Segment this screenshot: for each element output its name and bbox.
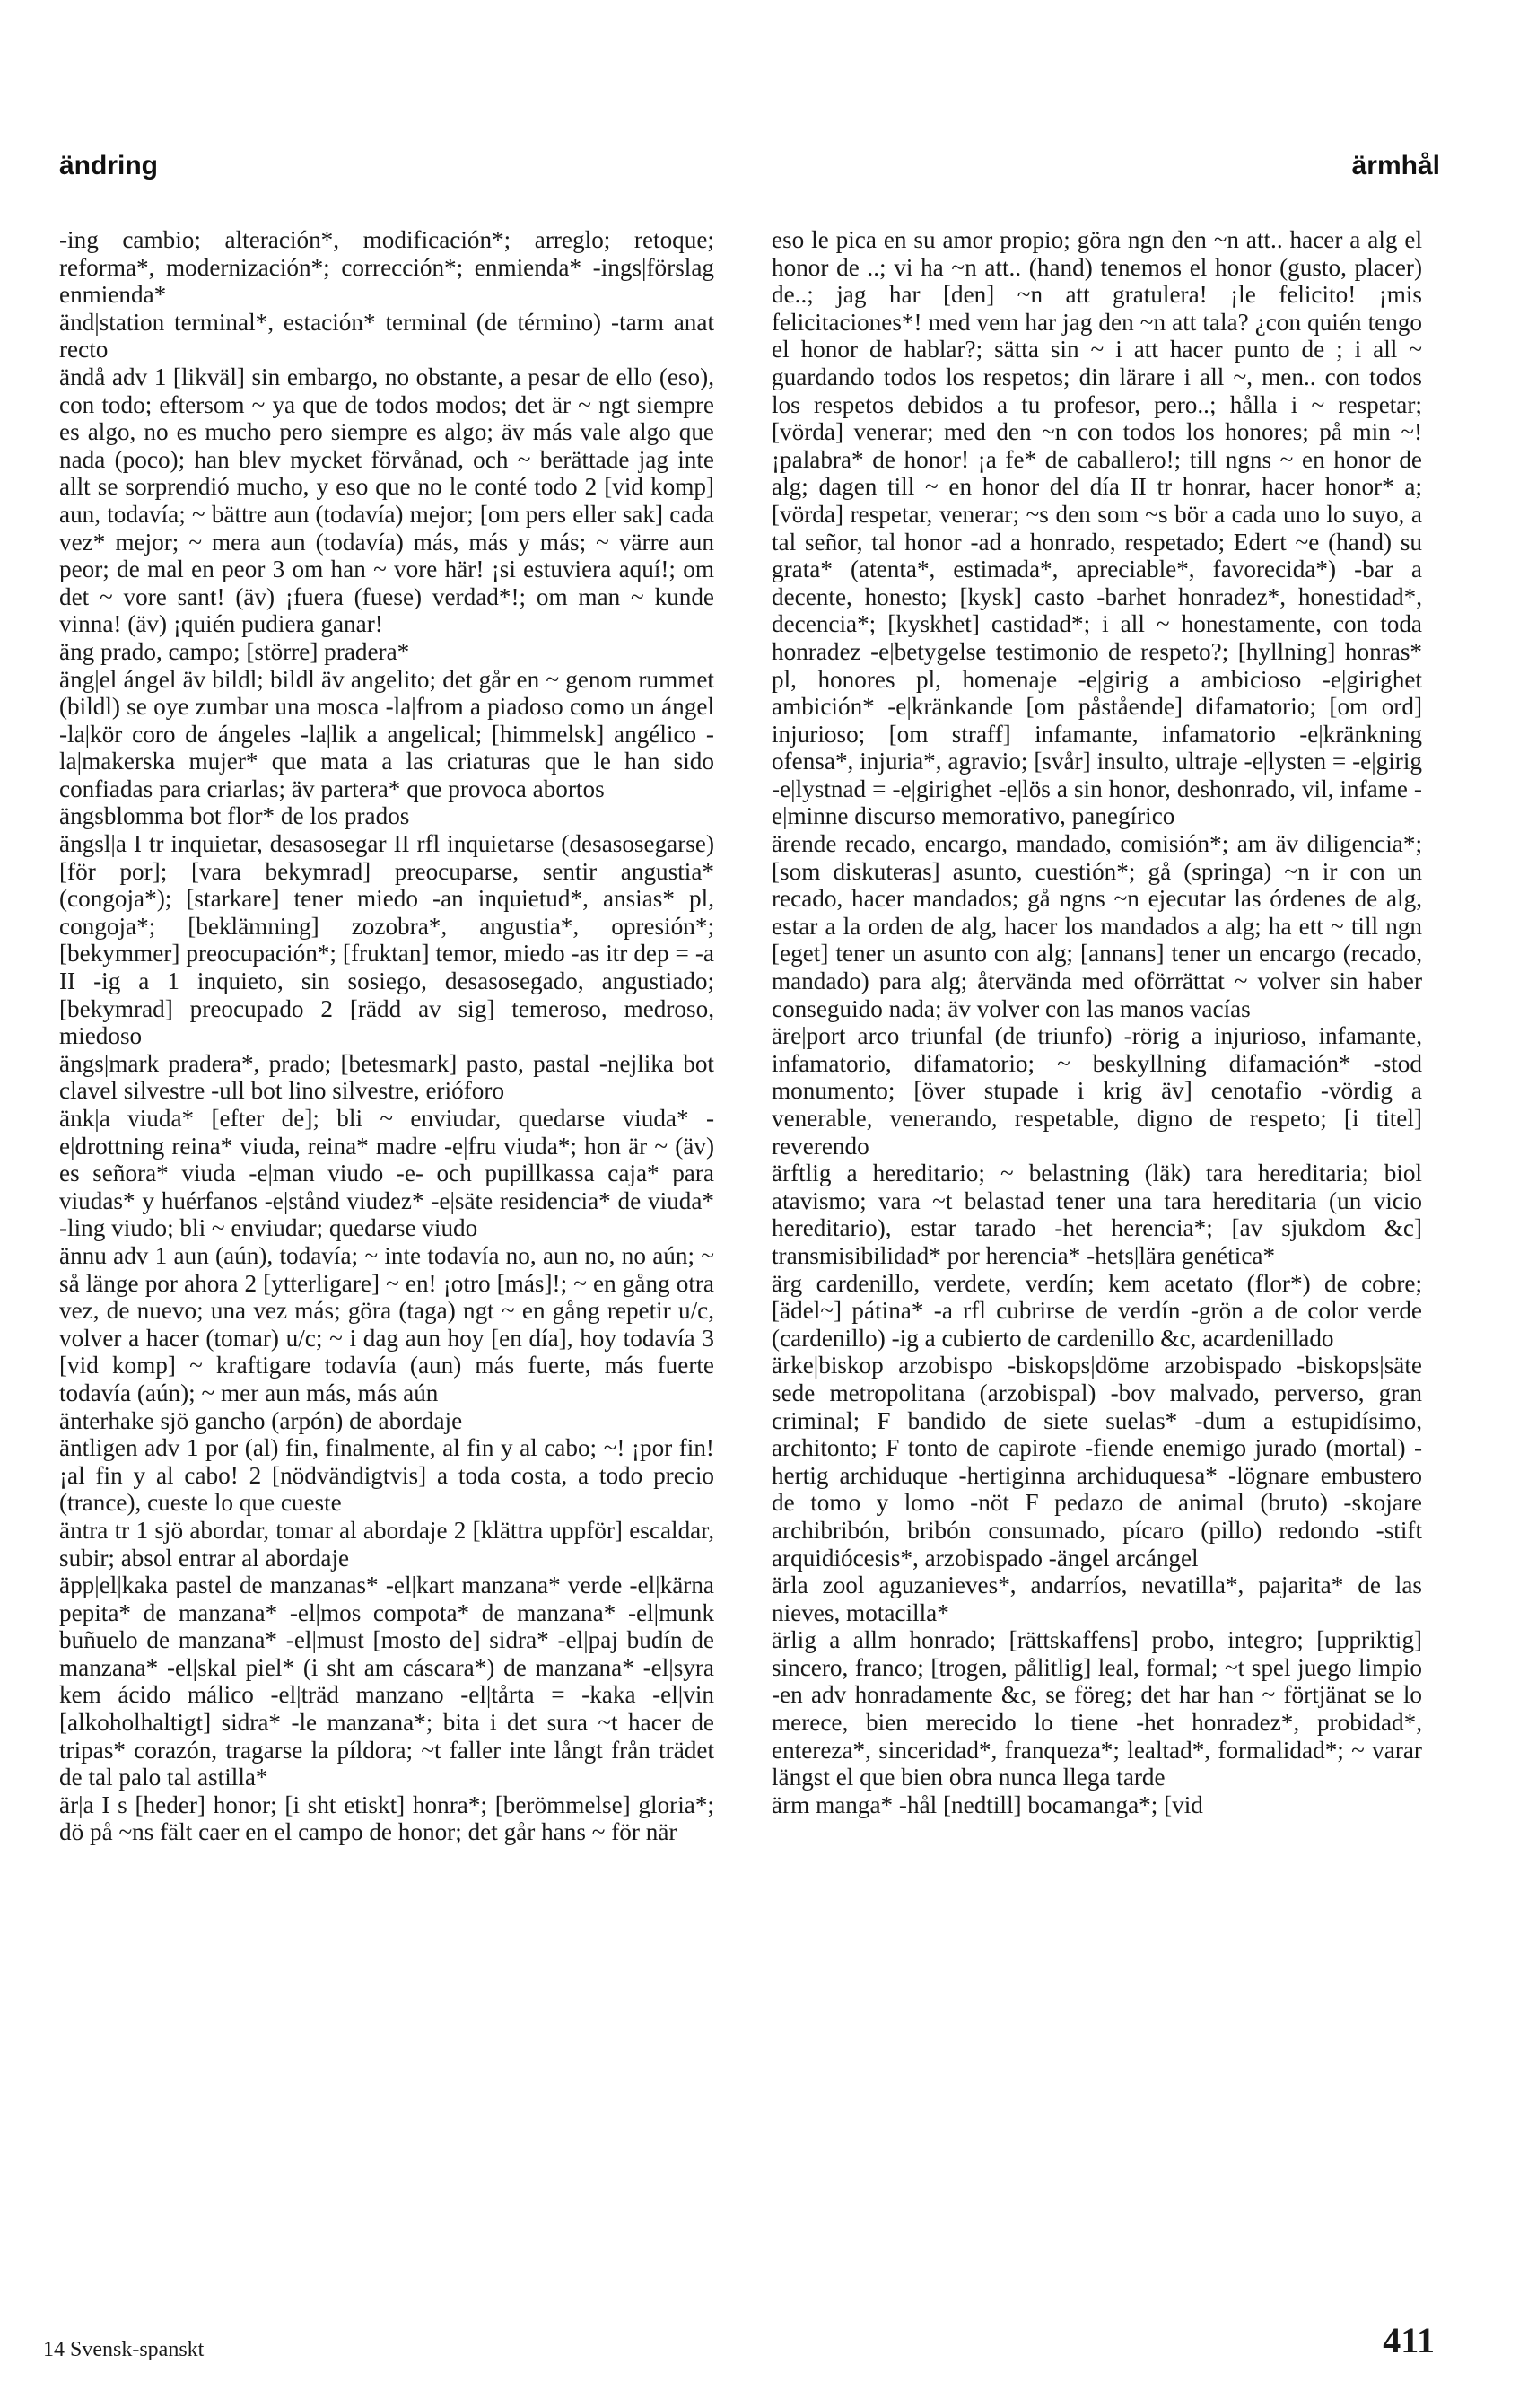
entry: ärende recado, encargo, mandado, comisión*; am äv diligencia*; [som diskuteras] asunto, cuestión*; gå (springa) ~n ir con un recado, hacer mandados; gå ngns ~n ejecutar las órdenes de alg, estar a la orden de alg, hacer los mandados a alg; ha ett ~ till ngn [eget] tener un asunto con alg; [annans] tener un encargo (recado, mandado) para alg; återvända med oförrättat ~ volver sin haber conseguido nada; äv volver con las manos vacías: [772, 830, 1422, 1022]
entry: äng|el ángel äv bildl; bildl äv angelito; det går en ~ genom rummet (bildl) se oye zumbar una mosca -la|from a piadoso como un ángel -la|kör coro de ángeles -la|lik a angelical; [himmelsk] angélico -la|makerska mujer* que mata a las criaturas que le han sido confiadas para criarlas; äv partera* que provoca abortos: [59, 665, 714, 802]
entry: äre|port arco triunfal (de triunfo) -rörig a injurioso, infamante, infamatorio, difamatorio; ~ beskyllning difamación* -stod monumento; [över stupade i krig äv] cenotafio -vördig a venerable, venerando, respetable, digno de respeto; [i titel] reverendo: [772, 1022, 1422, 1160]
entry: ännu adv 1 aun (aún), todavía; ~ inte todavía no, aun no, no aún; ~ så länge por ahora 2 [ytterligare] ~ en! ¡otro [más]!; ~ en gång otra vez, de nuevo; una vez más; göra (taga) ngt ~ en gång repetir u/c, volver a hacer (tomar) u/c; ~ i dag aun hoy [en día], hoy todavía 3 [vid komp] ~ kraftigare todavía (aun) más fuerte, más fuerte todavía (aún); ~ mer aun más, más aún: [59, 1241, 714, 1406]
entry: ärftlig a hereditario; ~ belastning (läk) tara hereditaria; biol atavismo; vara ~t belastad tener una tara hereditaria (un vicio hereditario), estar tarado -het herencia*; [av sjukdom &c] transmisibilidad* por herencia* -hets|lära genética*: [772, 1160, 1422, 1269]
entry: ängsl|a I tr inquietar, desasosegar II rfl inquietarse (desasosegarse) [för por]; [vara bekymrad] preocuparse, sentir angustia* (congoja*); [starkare] tener miedo -an inquietud*, ansias* pl, congoja*; [beklämning] zozobra*, angustia*, opresión*; [bekymmer] preocupación*; [fruktan] temor, miedo -as itr dep = -a II -ig a 1 inquieto, sin sosiego, desasosegado, angustiado; [bekymrad] preocupado 2 [rädd av sig] temeroso, medroso, miedoso: [59, 830, 714, 1050]
entry: ändå adv 1 [likväl] sin embargo, no obstante, a pesar de ello (eso), con todo; eftersom ~ ya que de todos modos; det är ~ ngt siempre es algo, no es mucho pero siempre es algo; äv más vale algo que nada (poco); han blev mycket förvånad, och ~ berättade jag inte allt se sorprendió mucho, y eso que no le conté todo 2 [vid komp] aun, todavía; ~ bättre aun (todavía) mejor; [om pers eller sak] cada vez* mejor; ~ mera aun (todavía) más, más y más; ~ värre aun peor; de mal en peor 3 om han ~ vore här! ¡si estuviera aquí!; om det ~ vore sant! (äv) ¡fuera (fuese) verdad*!; om man ~ kunde vinna! (äv) ¡quién pudiera ganar!: [59, 363, 714, 638]
entry: är|a I s [heder] honor; [i sht etiskt] honra*; [berömmelse] gloria*; dö på ~ns fält caer en el campo de honor; det går hans ~ för när: [59, 1791, 714, 1846]
entry: änk|a viuda* [efter de]; bli ~ enviudar, quedarse viuda* -e|drottning reina* viuda, reina* madre -e|fru viuda*; hon är ~ (äv) es señora* viuda -e|man viudo -e- och pupillkassa caja* para viudas* y huérfanos -e|stånd viudez* -e|säte residencia* de viuda* -ling viudo; bli ~ enviudar; quedarse viudo: [59, 1105, 714, 1242]
page-number: 411: [1383, 2320, 1435, 2360]
entry: -ing cambio; alteración*, modificación*; arreglo; retoque; reforma*, modernización*; corrección*; enmienda* -ings|förslag enmienda*: [59, 226, 714, 309]
entry: ärla zool aguzanieves*, andarríos, nevatilla*, pajarita* de las nieves, motacilla*: [772, 1572, 1422, 1626]
entry: ärg cardenillo, verdete, verdín; kem acetato (flor*) de cobre; [ädel~] pátina* -a rfl cubrirse de verdín -grön a de color verde (cardenillo) -ig a cubierto de cardenillo &c, acardenillado: [772, 1269, 1422, 1352]
entry: änterhake sjö gancho (arpón) de abordaje: [59, 1406, 463, 1434]
entry: äpp|el|kaka pastel de manzanas* -el|kart manzana* verde -el|kärna pepita* de manzana* -el|mos compota* de manzana* -el|munk buñuelo de manzana* -el|must [mosto de] sidra* -el|paj budín de manzana* -el|skal piel* (i sht am cáscara*) de manzana* -el|syra kem ácido málico -el|träd manzano -el|tårta = -kaka -el|vin [alkoholhaltigt] sidra* -le manzana*; bita i det sura ~t hacer de tripas* corazón, tragarse la píldora; ~t faller inte långt från trädet de tal palo tal astilla*: [59, 1572, 714, 1791]
header-right-word: ärmhål: [1351, 151, 1440, 180]
entry: ärm manga* -hål [nedtill] bocamanga*; [vid: [772, 1791, 1203, 1818]
entry: eso le pica en su amor propio; göra ngn den ~n att.. hacer a alg el honor de ..; vi ha ~n att.. (hand) tenemos el honor (gusto, placer) de..; jag har [den] ~n att gratulera! ¡le felicito! ¡mis felicitaciones*! med vem har jag den ~n att tala? ¿con quién tengo el honor de hablar?; sätta sin ~ i att hacer punto de ; i all ~ guardando todos los respetos; din lärare i all ~, men.. con todos los respetos debidos a tu profesor, pero..; hålla i ~ respetar; [vörda] venerar; med den ~n con todos los honores; på min ~! ¡palabra* de honor! ¡a fe* de caballero!; till ngns ~ en honor de alg; dagen till ~ en honor del día II tr honrar, hacer honor* a; [vörda] respetar, venerar; ~s den som ~s bör a cada uno lo suyo, a tal señor, tal honor -ad a honrado, respetado; Edert ~e (hand) su grata* (atenta*, estimada*, apreciable*, favorecida*) -bar a decente, honesto; [kysk] casto -barhet honradez*, honestidad*, decencia*; [kyskhet] castidad*; i all ~ honestamente, con toda honradez -e|betygelse testimonio de respeto?; [hyllning] honras* pl, honores pl, homenaje -e|girig a ambicioso -e|girighet ambición* -e|kränkande [om påstående] difamatorio; [om ord] injurioso; [om straff] infamante, infamatorio -e|kränkning ofensa*, injuria*, agravio; [svår] insulto, ultraje -e|lysten = -e|girig -e|lystnad = -e|girighet -e|lös a sin honor, deshonrado, vil, infame -e|minne discurso memorativo, panegírico: [772, 226, 1422, 830]
entry: ärlig a allm honrado; [rättskaffens] probo, integro; [uppriktig] sincero, franco; [trogen, pålitlig] leal, formal; ~t spel juego limpio -en adv honradamente &c, se föreg; det har han ~ förtjänat se lo merece, bien merecido lo tiene -het honradez*, probidad*, entereza*, sinceridad*, franqueza*; lealtad*, formalidad*; ~ varar längst el que bien obra nunca llega tarde: [772, 1626, 1422, 1791]
entry: äntligen adv 1 por (al) fin, finalmente, al fin y al cabo; ~! ¡por fin! ¡al fin y al cabo! 2 [nödvändigtvis] a toda costa, a todo precio (trance), cueste lo que cueste: [59, 1434, 714, 1517]
right-column: [772, 226, 1422, 2290]
entry: äntra tr 1 sjö abordar, tomar al abordaje 2 [klättra uppför] escaldar, subir; absol entrar al abordaje: [59, 1516, 714, 1572]
left-column: [59, 226, 714, 2290]
entry: änd|station terminal*, estación* terminal (de término) -tarm anat recto: [59, 308, 714, 363]
entry: ärke|biskop arzobispo -biskops|döme arzobispado -biskops|säte sede metropolitana (arzobispal) -bov malvado, perverso, gran criminal; F bandido de siete suelas* -dum a estupidísimo, architonto; F tonto de capirote -fiende enemigo jurado (mortal) -hertig archiduque -hertiginna archiduquesa* -lögnare embustero de tomo y lomo -nöt F pedazo de animal (bruto) -skojare archibribón, bribón consumado, pícaro (pillo) redondo -stift arquidiócesis*, arzobispado -ängel arcángel: [772, 1352, 1422, 1572]
entry: ängs|mark pradera*, prado; [betesmark] pasto, pastal -nejlika bot clavel silvestre -ull bot lino silvestre, erióforo: [59, 1049, 714, 1105]
entry: äng prado, campo; [större] pradera*: [59, 637, 410, 665]
header-left-word: ändring: [59, 151, 158, 180]
footer-series: 14 Svensk-spanskt: [43, 2338, 205, 2361]
entry: ängsblomma bot flor* de los prados: [59, 802, 410, 830]
